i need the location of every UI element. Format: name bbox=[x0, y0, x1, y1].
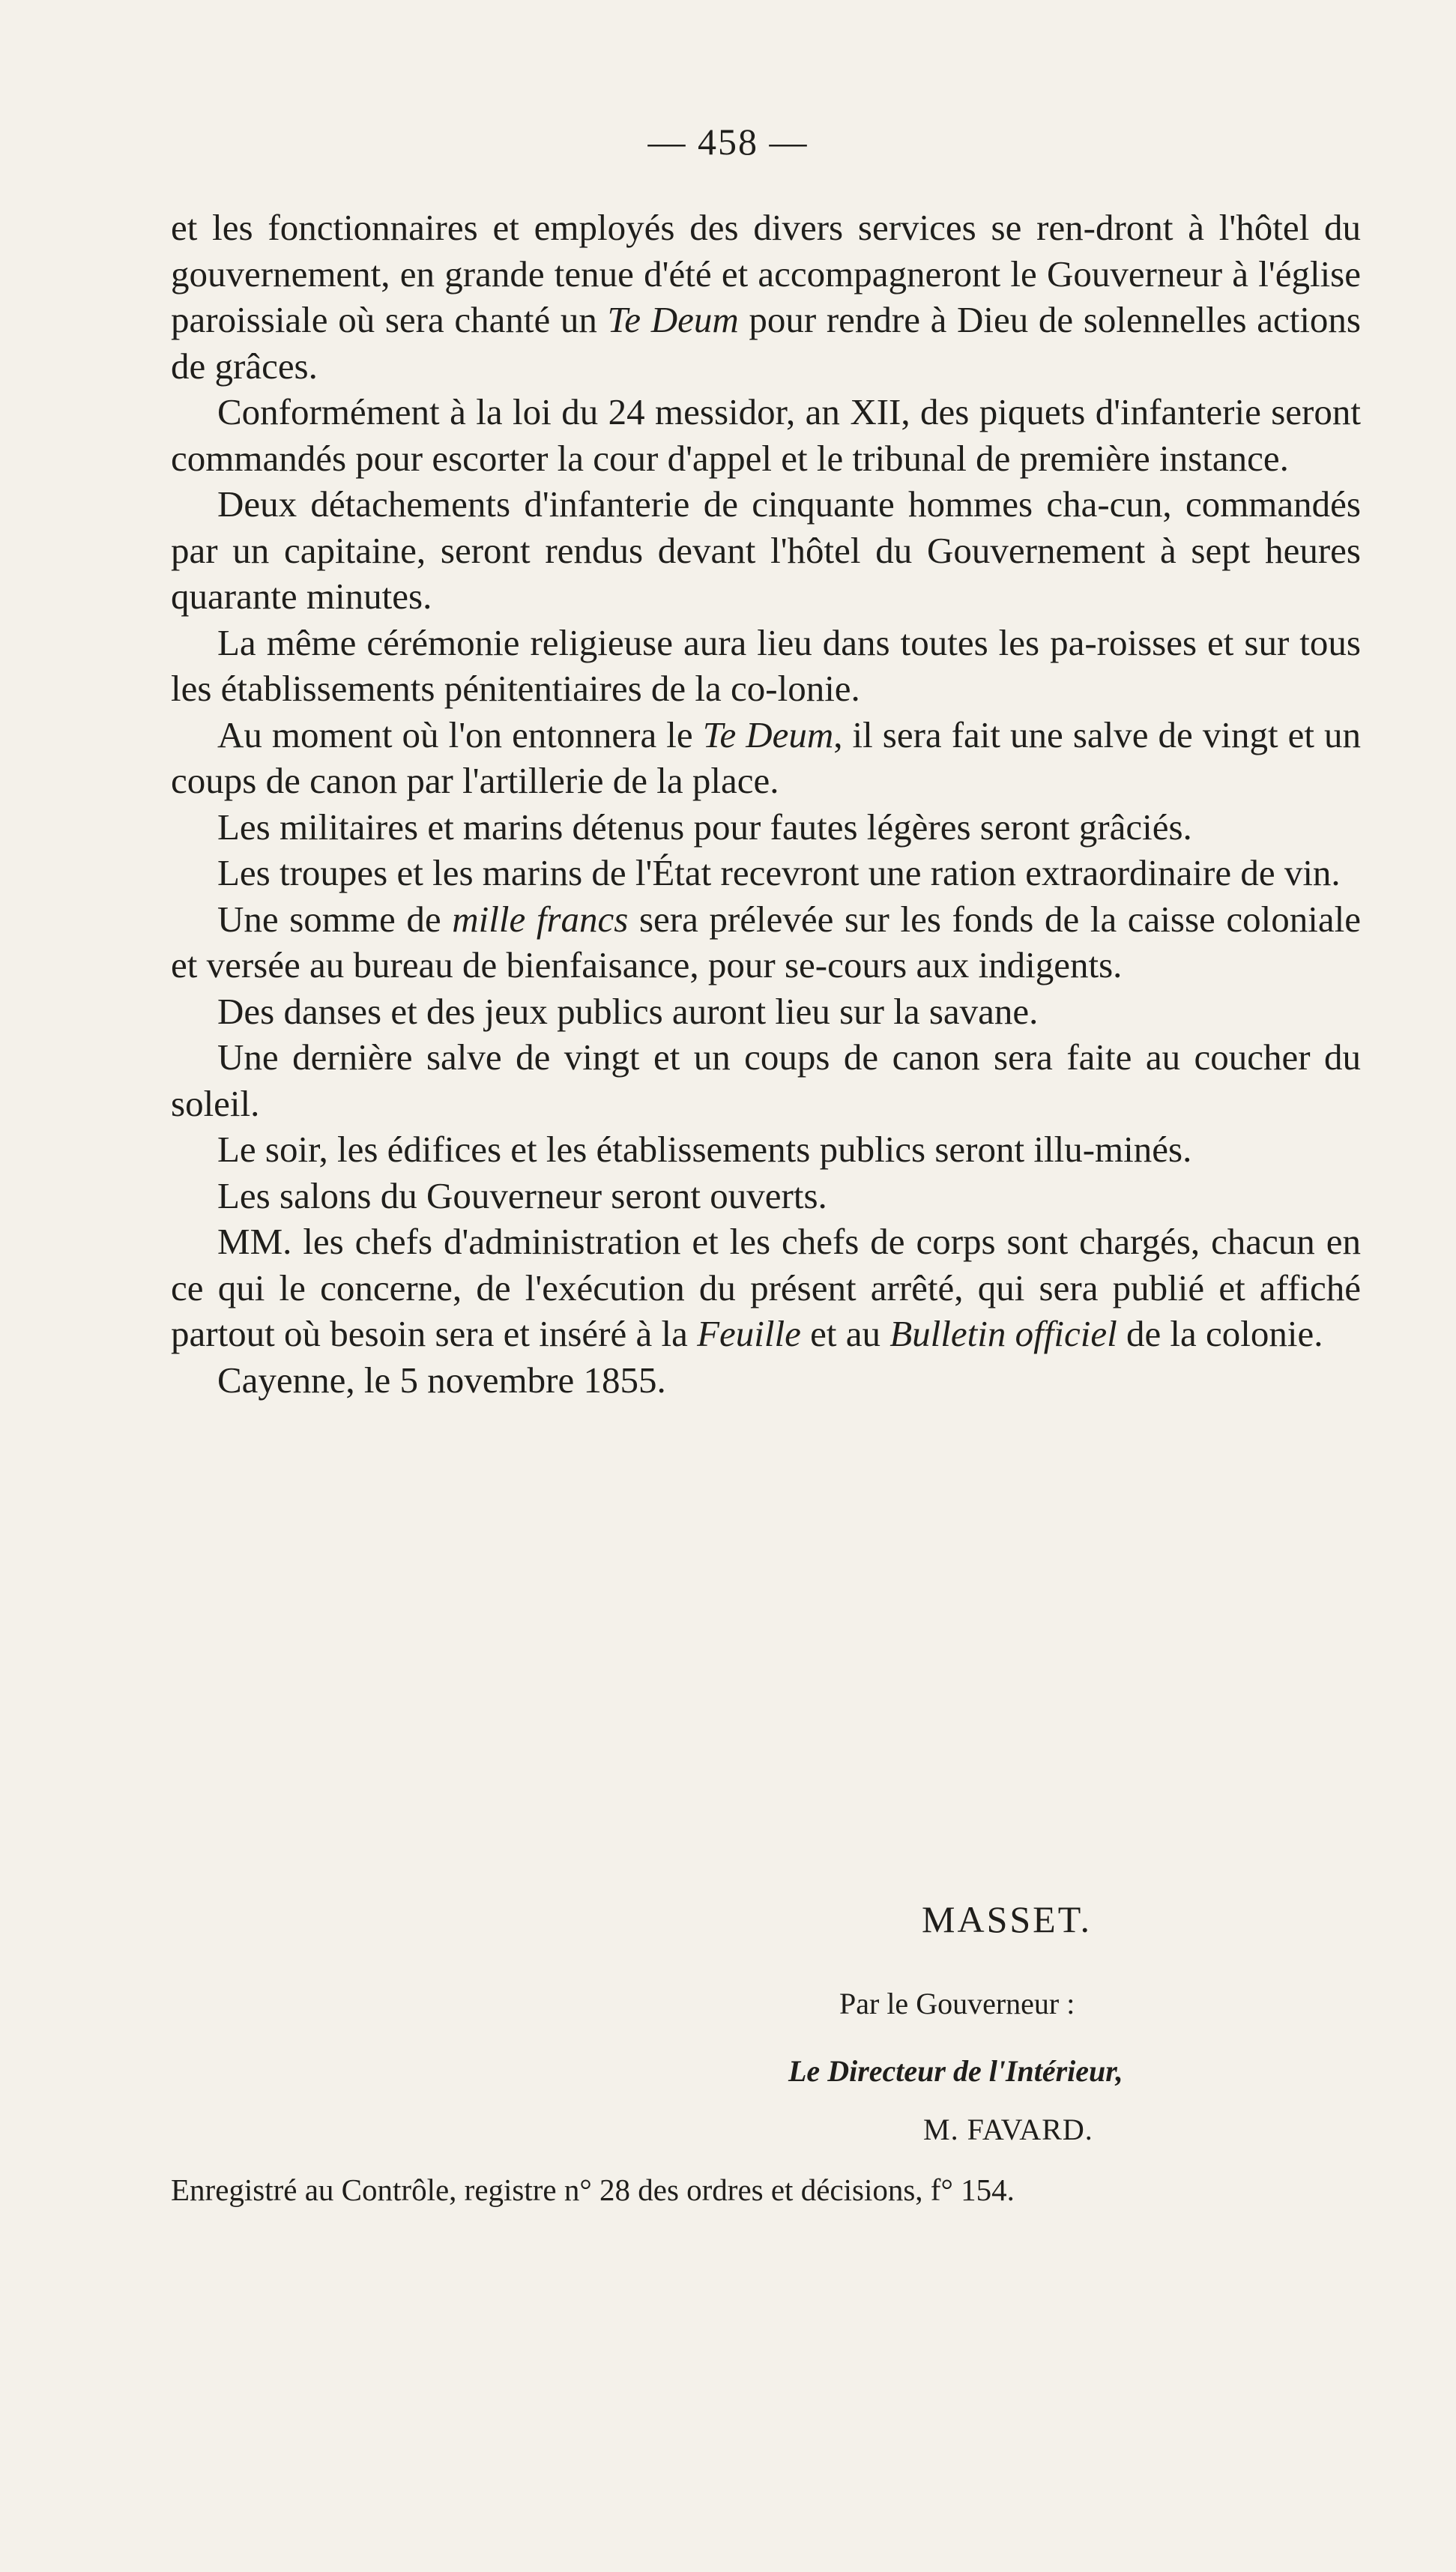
director-title: Le Directeur de l'Intérieur, bbox=[788, 2054, 1123, 2088]
paragraph-danses: Des danses et des jeux publics auront lieu sur la savane. bbox=[217, 990, 1039, 1032]
director-name: M. FAVARD. bbox=[923, 2113, 1093, 2146]
paragraph-text: et les fonctionnaires et employés des divers services se ren-dront à l'hôtel du gouvernement, en grande tenue d'été et accompagneront le Gouverneur à l'église paroissiale où sera chanté un bbox=[171, 207, 1361, 340]
paragraph-text: et au bbox=[800, 1313, 890, 1354]
by-governor-line: Par le Gouverneur : bbox=[839, 1987, 1075, 2020]
italic-bulletin-officiel: Bulletin officiel bbox=[889, 1313, 1117, 1354]
paragraph-salve bbox=[171, 712, 1361, 804]
paragraph-detenus: Les militaires et marins détenus pour fautes légères seront grâciés. bbox=[217, 806, 1192, 848]
date-line: Cayenne, le 5 novembre 1855. bbox=[217, 1359, 666, 1401]
paragraph-somme bbox=[171, 896, 1361, 988]
paragraph-text: pour rendre à Dieu de solennelles actions de grâces. bbox=[171, 299, 1361, 387]
italic-feuille: Feuille bbox=[697, 1313, 801, 1354]
paragraph-piquets: Conformément à la loi du 24 messidor, an XII, des piquets d'infanterie seront commandés pour escorter la cour d'appel et le tribunal de première instance. bbox=[171, 391, 1361, 479]
paragraph-salons: Les salons du Gouverneur seront ouverts. bbox=[217, 1174, 827, 1216]
paragraph-text: Au moment où l'on entonnera le bbox=[217, 713, 703, 755]
paragraph-text: MM. les chefs d'administration et les chefs de corps sont chargés, chacun en ce qui le concerne, de l'exécution du présent arrêté, qui sera publié et affiché partout où besoin sera et inséré à la bbox=[171, 1221, 1361, 1354]
registration-note: Enregistré au Contrôle, registre n° 28 des ordres et décisions, f° 154. bbox=[171, 2173, 1015, 2207]
decree-body bbox=[171, 205, 1361, 1403]
paragraph-ceremonie: La même cérémonie religieuse aura lieu dans toutes les pa-roisses et sur tous les établissements pénitentiaires de la co-lonie. bbox=[171, 621, 1361, 709]
page-number: — 458 — bbox=[647, 121, 809, 163]
paragraph-text: , il sera fait une salve de vingt et un coups de canon par l'artillerie de la place. bbox=[171, 713, 1361, 801]
italic-te-deum: Te Deum bbox=[702, 713, 834, 755]
italic-te-deum: Te Deum bbox=[607, 299, 739, 340]
paragraph-illumines: Le soir, les édifices et les établissements publics seront illu-minés. bbox=[217, 1129, 1192, 1170]
paragraph-text: Une somme de bbox=[217, 898, 453, 940]
paragraph-execution bbox=[171, 1219, 1361, 1357]
paragraph-continuation bbox=[171, 205, 1361, 389]
paragraph-detachements: Deux détachements d'infanterie de cinquante hommes cha-cun, commandés par un capitaine, seront rendus devant l'hôtel du Gouvernement à sept heures quarante minutes. bbox=[171, 483, 1361, 617]
paragraph-text: sera prélevée sur les fonds de la caisse coloniale et versée au bureau de bienfaisance, pour se-cours aux indigents. bbox=[171, 898, 1361, 985]
signature-name: MASSET. bbox=[922, 1898, 1093, 1940]
paragraph-text: de la colonie. bbox=[1117, 1313, 1323, 1354]
italic-mille-francs: mille francs bbox=[452, 898, 629, 940]
paragraph-derniere-salve: Une dernière salve de vingt et un coups de canon sera faite au coucher du soleil. bbox=[171, 1036, 1361, 1124]
paragraph-ration: Les troupes et les marins de l'État recevront une ration extraordinaire de vin. bbox=[217, 852, 1341, 893]
